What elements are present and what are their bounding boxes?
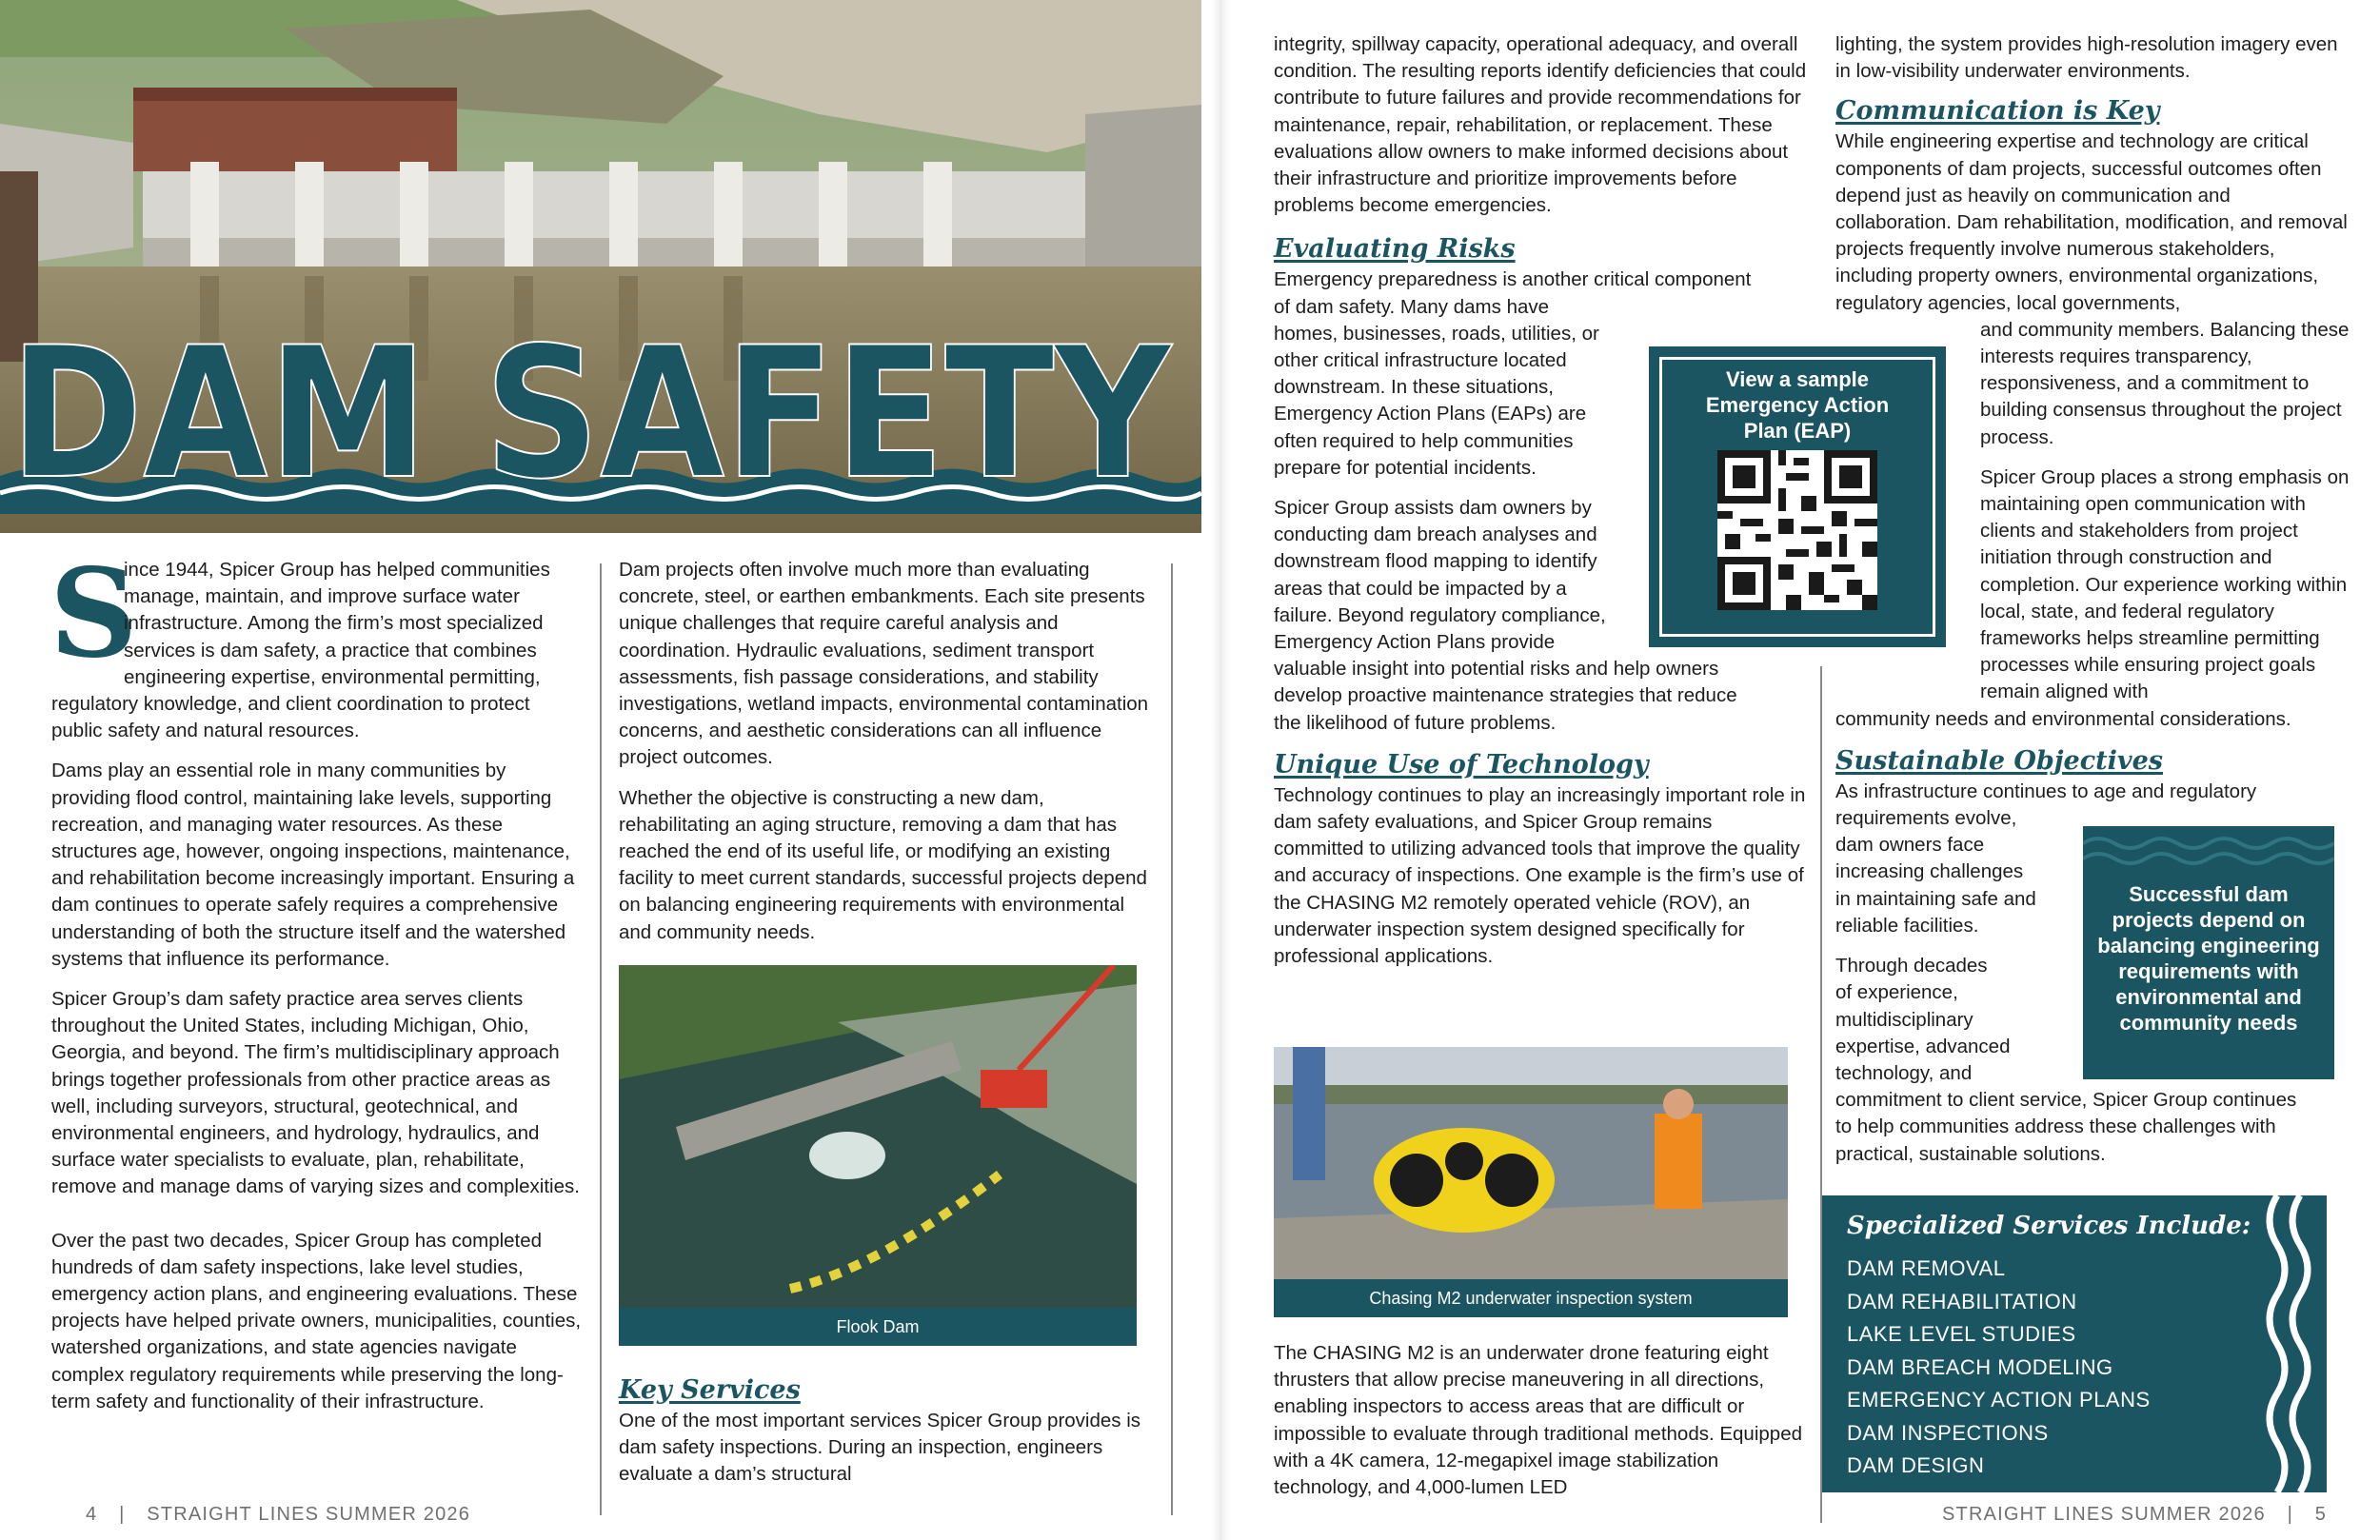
evaluating-risks-heading: Evaluating Risks [1274,234,1516,265]
service-item: DAM REMOVAL [1847,1256,2006,1280]
column-rule-1 [600,563,602,1515]
key-services-section [619,1375,1158,1489]
dam-projects-paragraph: Dam projects often involve much more than evaluating concrete, steel, or earthen embankments. Each site presents unique challenges that require careful analysis and coordination. Hydraulic evaluations, sediment transport assessments, fish passage considerations, and stability investigations, wetland impacts, environmental contamination concerns, and aesthetic considerations can all influence project outcomes. [619,559,1149,769]
right-folio [1942,1504,2327,1526]
qr-callout-title: View a sample Emergency Action Plan (EAP) [1705,367,1890,443]
communication-paragraph-continued: and community members. Balancing these interests requires transparency, responsiveness, and a commitment to building consensus throughout the project process. [1980,318,2350,448]
drone-section [1274,1340,1807,1501]
sustainable-heading: Sustainable Objectives [1835,745,2163,776]
dams-role-paragraph: Dams play an essential role in many communities by providing flood control, maintaining lake levels, supporting recreation, and managing water resources. As these structures age, however, ongoing inspections, maintenance, and rehabilitation become increasingly important. Ensuring a dam continues to operate safely requires a comprehensive understanding of both the structure itself and the watershed systems that influence its performance. [51,760,575,970]
hero-banner [0,0,1201,533]
service-item: DAM BREACH MODELING [1847,1354,2113,1379]
publication-name: STRAIGHT LINES SUMMER 2026 [147,1504,471,1525]
drone-paragraph: The CHASING M2 is an underwater drone featuring eight thrusters that allow precise maneuvering in all directions, enabling inspectors to access areas that are difficult or impossible to evaluate through traditional methods. Equipped with a 4K camera, 12-megapixel image stabilization technology, and 4,000-lumen LED [1274,1342,1802,1499]
services-title: Specialized Services Include: [1847,1212,2251,1240]
page-number: 5 [2314,1504,2328,1525]
decades-paragraph: Through decades of experience, multidisciplinary expertise, advanced technology, and commitment to client service, Spicer Group continues to help communities address these challenges with practical, sustainable solutions. [1835,955,2297,1165]
service-item: DAM DESIGN [1847,1453,1985,1477]
column-2 [619,557,1158,959]
communication-paragraph: While engineering expertise and technology are critical components of dam projects, successful outcomes often depend just as heavily on communication and collaboration. Dam rehabilitation, modification, and removal projects frequently involve numerous stakeholders, including property owners, environmental organizations, regulatory agencies, local governments, [1835,130,2348,314]
practice-area-paragraph: Spicer Group’s dam safety practice area serves clients throughout the United States, including Michigan, Ohio, Georgia, and beyond. The firm’s multidisciplinary approach brings together professionals from other practice areas as well, including surveyors, structural, geotechnical, and environmental engineers, and hydrology, hydraulics, and surface water specialists to evaluate, plan, rehabilitate, remove and manage dams of varying sizes and complexities. [51,988,580,1198]
pull-quote-text: Successful dam projects depend on balancing engineering requirements with environmental and community needs [2097,882,2320,1035]
open-communication-paragraph: Spicer Group places a strong emphasis on maintaining open communication with clients and stakeholders from project initiation through construction and completion. Our experience working within local, state, and federal regulatory frameworks helps streamline permitting processes while ensuring project goals remain aligned with [1980,465,2350,703]
left-folio [86,1504,470,1526]
flook-dam-caption: Flook Dam [619,1308,1137,1346]
evaluating-risks-paragraph: Emergency preparedness is another critical component of dam safety. Many dams have homes, businesses, roads, utilities, or other critical infrastructure located downstream. In these situations, Emergency Action Plans (EAPs) are often required to help communities prepare for potential incidents. [1274,268,1752,479]
drop-cap: S [50,543,138,685]
breach-analysis-paragraph: Spicer Group assists dam owners by conducting dam breach analyses and downstream flood mapping to identify areas that could be impacted by a failure. Beyond regulatory compliance, Emergency Action Plans provide valuable insight into potential risks and help owners develop proactive maintenance strategies that reduce the likelihood of future problems. [1274,497,1737,734]
key-services-paragraph: One of the most important services Spicer Group provides is dam safety inspections. During an inspection, engineers evaluate a dam’s structural [619,1410,1141,1486]
key-services-heading: Key Services [619,1375,801,1405]
service-item: LAKE LEVEL STUDIES [1847,1322,2076,1346]
flook-dam-photo [619,965,1137,1308]
specialized-services-box [1822,1195,2327,1492]
chasing-m2-caption: Chasing M2 underwater inspection system [1274,1279,1788,1317]
objective-paragraph: Whether the objective is constructing a new dam, rehabilitating an aging structure, removing a dam that has reached the end of its useful life, or modifying an existing facility to meet current standards, successful projects depend on balancing engineering requirements with environmental and community needs. [619,786,1147,943]
pull-quote-box [2083,826,2334,1079]
intro-paragraph: ince 1944, Spicer Group has helped communities manage, maintain, and improve surface water infrastructure. Among the firm’s most specialized services is dam safety, a practice that combines engineering expertise, environmental permitting, regulatory knowledge, and client coordination to protect public safety and natural resources. [51,559,550,742]
service-item: DAM REHABILITATION [1847,1289,2077,1313]
services-list [1847,1253,2151,1483]
technology-heading: Unique Use of Technology [1274,749,1649,780]
inspection-continued-paragraph: integrity, spillway capacity, operational adequacy, and overall condition. The resulting reports identify deficiencies that could contribute to future failures and provide recommendations for maintenance, repair, rehabilitation, or replacement. These evaluations allow owners to make informed decisions about their infrastructure and prioritize improvements before problems become emergencies. [1274,33,1807,217]
page-number: 4 [86,1504,98,1525]
chasing-m2-photo [1274,1047,1788,1279]
folio-separator: | [2287,1504,2293,1525]
folio-separator: | [119,1504,126,1525]
service-item: EMERGENCY ACTION PLANS [1847,1388,2151,1412]
two-decades-paragraph: Over the past two decades, Spicer Group has completed hundreds of dam safety inspections, lake level studies, emergency action plans, and engineering evaluations. These projects have helped private owners, municipalities, counties, watershed organizations, and state agencies navigate complex regulatory requirements while preserving the long-term safety and functionality of their infrastructure. [51,1229,582,1412]
svg-text:DAM SAFETY: DAM SAFETY [10,333,1174,514]
communication-heading: Communication is Key [1835,96,2160,127]
service-item: DAM INSPECTIONS [1847,1420,2049,1445]
hero-title [0,333,1201,514]
technology-paragraph: Technology continues to play an increasingly important role in dam safety evaluations, and Spicer Group remains committed to utilizing advanced tools that improve the quality and accuracy of inspections. One example is the firm’s use of the CHASING M2 remotely operated vehicle (ROV), an underwater inspection system designed specifically for professional applications. [1274,783,1806,968]
vertical-wave-decoration [2258,1195,2321,1492]
wave-decoration [2083,832,2334,870]
open-communication-paragraph-end: community needs and environmental considerations. [1835,707,2291,730]
column-rule-2 [1171,563,1173,1515]
sustainable-paragraph: As infrastructure continues to age and regulatory requirements evolve, dam owners face increasing challenges in maintaining safe and reliable facilities. [1835,780,2257,937]
lighting-continued-paragraph: lighting, the system provides high-resolution imagery even in low-visibility underwater environments. [1835,33,2338,83]
publication-name: STRAIGHT LINES SUMMER 2026 [1942,1504,2266,1525]
column-1 [50,543,585,1429]
page-gutter [1211,0,1230,1540]
